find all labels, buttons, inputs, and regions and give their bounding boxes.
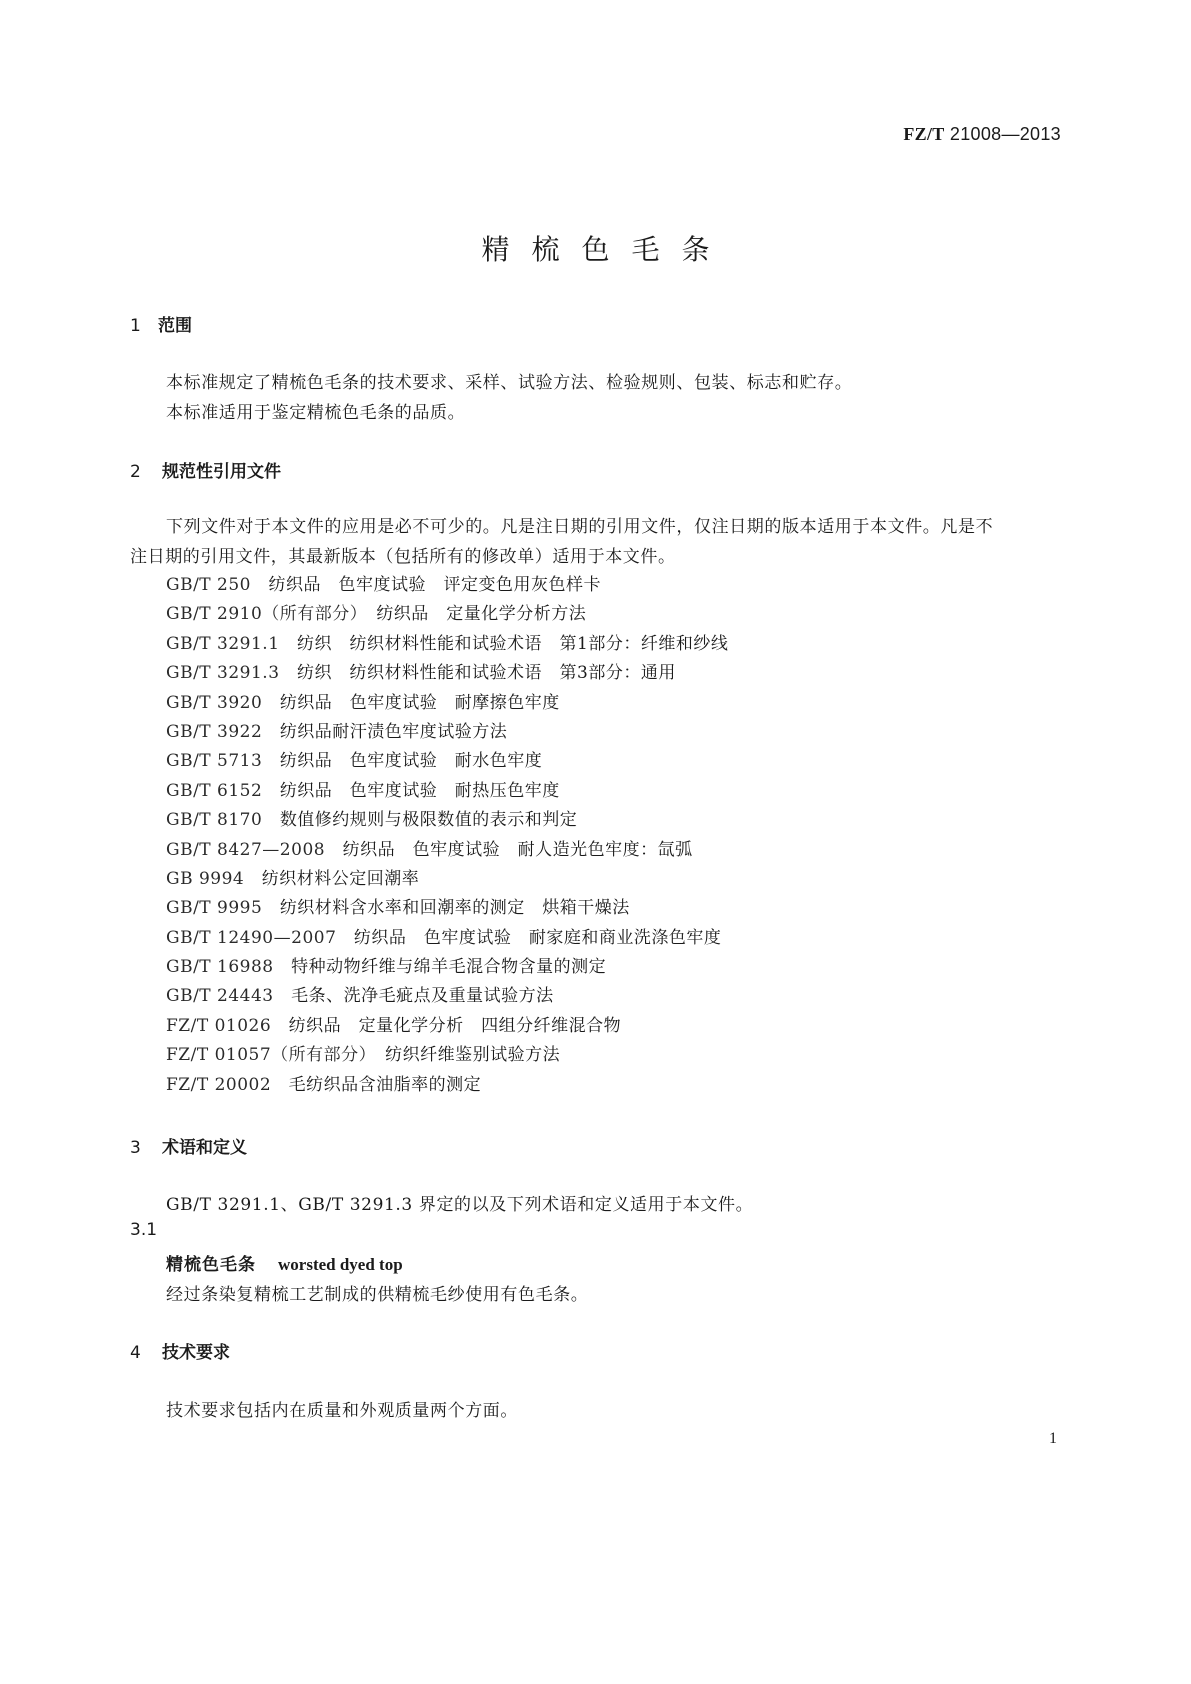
reference-item: [166, 600, 728, 629]
reference-title: 数值修约规则与极限数值的表示和判定: [279, 810, 578, 831]
reference-code: GB/T 24443: [166, 986, 274, 1007]
reference-code: GB/T 3291.3: [166, 663, 280, 684]
reference-title: 纺织品 色牢度试验 耐摩擦色牢度: [279, 692, 560, 713]
standard-number: [903, 124, 1061, 145]
reference-item: [166, 630, 728, 659]
term-english: worsted dyed top: [278, 1255, 403, 1274]
reference-item: [166, 571, 728, 600]
section-number: 4: [130, 1343, 141, 1363]
reference-title: 特种动物纤维与绵羊毛混合物含量的测定: [291, 957, 607, 978]
reference-code: GB/T 8427—2008: [166, 839, 326, 860]
reference-code: FZ/T 01026: [166, 1015, 272, 1036]
reference-item: [166, 1071, 728, 1100]
section-3-heading: [130, 1133, 247, 1158]
reference-item: [166, 1012, 728, 1041]
reference-title: 纺织 纺织材料性能和试验术语 第1部分：纤维和纱线: [297, 633, 729, 654]
reference-code: GB/T 3291.1: [166, 633, 280, 654]
reference-code: GB/T 9995: [166, 898, 263, 919]
reference-item: [166, 953, 728, 982]
reference-code: GB/T 3922: [166, 721, 263, 742]
reference-title: 纺织材料公定回潮率: [261, 868, 420, 889]
standard-code: 21008—2013: [949, 124, 1061, 144]
reference-code: GB/T 3920: [166, 692, 263, 713]
reference-title: 纺织品 定量化学分析方法: [376, 604, 587, 625]
section-4-heading: [130, 1338, 230, 1363]
reference-item: [166, 806, 728, 835]
reference-code: GB/T 2910（所有部分）: [166, 604, 359, 625]
standard-prefix: FZ/T: [903, 124, 945, 144]
reference-title: 纺织品耐汗渍色牢度试验方法: [279, 721, 508, 742]
reference-item: [166, 747, 728, 776]
reference-title: 纺织品 色牢度试验 耐水色牢度: [279, 751, 543, 772]
reference-item: [166, 777, 728, 806]
reference-item: [166, 894, 728, 923]
reference-code: FZ/T 20002: [166, 1074, 272, 1095]
scope-paragraph-2: 本标准适用于鉴定精梳色毛条的品质。: [166, 403, 466, 423]
reference-item: [166, 982, 728, 1011]
document-title: 精梳色毛条: [481, 233, 732, 266]
reference-code: GB/T 6152: [166, 780, 263, 801]
section-title: 规范性引用文件: [162, 462, 281, 482]
section-title: 技术要求: [162, 1343, 230, 1363]
section-title: 范围: [158, 316, 192, 336]
reference-item: [166, 865, 728, 894]
section-1-heading: [130, 311, 192, 336]
reference-code: GB/T 250: [166, 575, 251, 595]
reference-item: [166, 659, 728, 688]
reference-title: 纺织 纺织材料性能和试验术语 第3部分：通用: [297, 663, 676, 684]
reference-title: 毛纺织品含油脂率的测定: [288, 1074, 482, 1095]
reference-code: GB/T 12490—2007: [166, 927, 337, 948]
clause-number: 3.1: [130, 1220, 158, 1240]
reference-code: GB 9994: [166, 868, 245, 889]
reference-item: [166, 924, 728, 953]
reference-title: 纺织品 色牢度试验 耐家庭和商业洗涤色牢度: [353, 927, 722, 948]
section-number: 1: [130, 316, 141, 336]
reference-title: 纺织纤维鉴别试验方法: [385, 1045, 561, 1066]
section-title: 术语和定义: [162, 1138, 247, 1158]
term-entry: [166, 1250, 403, 1275]
section-2-heading: [130, 457, 281, 482]
technical-requirements-paragraph: 技术要求包括内在质量和外观质量两个方面。: [166, 1401, 518, 1421]
reference-title: 纺织品 色牢度试验 耐人造光色牢度：氙弧: [342, 839, 693, 860]
term-definition: 经过条染复精梳工艺制成的供精梳毛纱使用有色毛条。: [166, 1285, 589, 1305]
references-intro: 下列文件对于本文件的应用是必不可少的。凡是注日期的引用文件，仅注日期的版本适用于本文件。凡是不注日期的引用文件，其最新版本（包括所有的修改单）适用于本文件。: [130, 517, 994, 567]
reference-title: 纺织品 定量化学分析 四组分纤维混合物: [288, 1015, 622, 1036]
reference-code: GB/T 5713: [166, 751, 263, 772]
reference-list: [166, 571, 728, 1100]
reference-code: GB/T 16988: [166, 957, 274, 978]
terms-intro: GB/T 3291.1、GB/T 3291.3 界定的以及下列术语和定义适用于本文件。: [166, 1195, 754, 1215]
reference-item: [166, 689, 728, 718]
reference-title: 纺织品 色牢度试验 耐热压色牢度: [279, 780, 560, 801]
reference-code: FZ/T 01057（所有部分）: [166, 1045, 368, 1066]
reference-title: 毛条、洗净毛疵点及重量试验方法: [291, 986, 554, 1007]
scope-paragraph-1: 本标准规定了精梳色毛条的技术要求、采样、试验方法、检验规则、包装、标志和贮存。: [166, 373, 853, 393]
term-chinese: 精梳色毛条: [166, 1255, 256, 1275]
reference-item: [166, 836, 728, 865]
section-number: 2: [130, 462, 141, 482]
reference-item: [166, 718, 728, 747]
reference-title: 纺织品 色牢度试验 评定变色用灰色样卡: [268, 575, 601, 595]
reference-title: 纺织材料含水率和回潮率的测定 烘箱干燥法: [279, 898, 630, 919]
reference-code: GB/T 8170: [166, 810, 263, 831]
section-number: 3: [130, 1138, 141, 1158]
reference-item: [166, 1041, 728, 1070]
page-number: 1: [1049, 1430, 1057, 1447]
